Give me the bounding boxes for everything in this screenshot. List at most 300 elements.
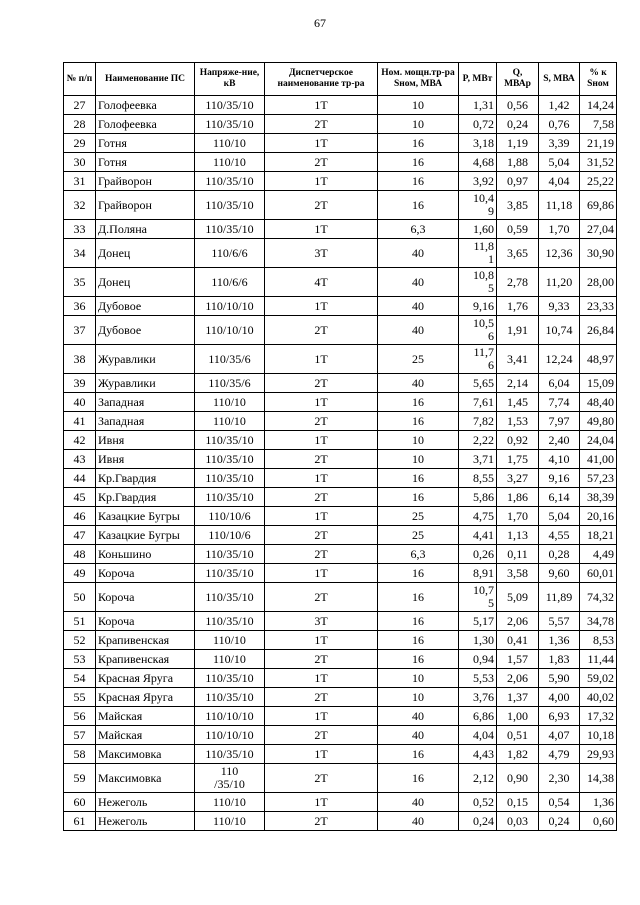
reactive-power-cell: 1,88: [497, 153, 539, 172]
apparent-power-cell: 12,36: [539, 239, 580, 268]
transformer-name-cell: 1Т: [265, 707, 378, 726]
transformer-name-cell: 2Т: [265, 726, 378, 745]
substation-name-cell: Майская: [96, 726, 195, 745]
active-power-cell: 10,5 6: [459, 316, 497, 345]
apparent-power-cell: 7,97: [539, 412, 580, 431]
rated-power-cell: 25: [378, 345, 459, 374]
rated-power-cell: 16: [378, 191, 459, 220]
row-number-cell: 43: [64, 450, 96, 469]
table-row: [64, 564, 617, 583]
header-cell: № п/п: [64, 63, 96, 96]
rated-power-cell: 10: [378, 115, 459, 134]
voltage-cell: 110/10: [195, 812, 265, 831]
reactive-power-cell: 3,58: [497, 564, 539, 583]
row-number-cell: 31: [64, 172, 96, 191]
substation-name-cell: Западная: [96, 393, 195, 412]
apparent-power-cell: 5,57: [539, 612, 580, 631]
apparent-power-cell: 1,70: [539, 220, 580, 239]
header-cell: Напряже-ние, кВ: [195, 63, 265, 96]
active-power-cell: 3,71: [459, 450, 497, 469]
voltage-cell: 110/10/10: [195, 297, 265, 316]
reactive-power-cell: 1,19: [497, 134, 539, 153]
substation-name-cell: Донец: [96, 268, 195, 297]
apparent-power-cell: 7,74: [539, 393, 580, 412]
voltage-cell: 110/6/6: [195, 239, 265, 268]
apparent-power-cell: 0,24: [539, 812, 580, 831]
transformer-name-cell: 2Т: [265, 583, 378, 612]
table-row: [64, 526, 617, 545]
row-number-cell: 52: [64, 631, 96, 650]
reactive-power-cell: 1,70: [497, 507, 539, 526]
voltage-cell: 110/35/10: [195, 564, 265, 583]
rated-power-cell: 16: [378, 469, 459, 488]
transformer-name-cell: 2Т: [265, 526, 378, 545]
active-power-cell: 2,22: [459, 431, 497, 450]
active-power-cell: 10,8 5: [459, 268, 497, 297]
table-header-row: [64, 63, 617, 96]
reactive-power-cell: 0,92: [497, 431, 539, 450]
reactive-power-cell: 1,57: [497, 650, 539, 669]
substation-load-table: [63, 62, 617, 831]
reactive-power-cell: 1,00: [497, 707, 539, 726]
table-row: [64, 191, 617, 220]
header-cell: Q, МВАр: [497, 63, 539, 96]
rated-power-cell: 10: [378, 96, 459, 115]
rated-power-cell: 16: [378, 172, 459, 191]
active-power-cell: 7,82: [459, 412, 497, 431]
rated-power-cell: 16: [378, 745, 459, 764]
substation-name-cell: Грайворон: [96, 172, 195, 191]
transformer-name-cell: 1Т: [265, 669, 378, 688]
substation-name-cell: Максимовка: [96, 745, 195, 764]
row-number-cell: 53: [64, 650, 96, 669]
apparent-power-cell: 4,79: [539, 745, 580, 764]
voltage-cell: 110/35/10: [195, 545, 265, 564]
active-power-cell: 0,24: [459, 812, 497, 831]
row-number-cell: 56: [64, 707, 96, 726]
table-row: [64, 650, 617, 669]
voltage-cell: 110/6/6: [195, 268, 265, 297]
reactive-power-cell: 0,15: [497, 793, 539, 812]
row-number-cell: 40: [64, 393, 96, 412]
load-percent-cell: 69,86: [580, 191, 617, 220]
header-cell: Диспетчерское наименование тр-ра: [265, 63, 378, 96]
apparent-power-cell: 6,04: [539, 374, 580, 393]
reactive-power-cell: 1,82: [497, 745, 539, 764]
load-percent-cell: 59,02: [580, 669, 617, 688]
apparent-power-cell: 1,83: [539, 650, 580, 669]
voltage-cell: 110/10: [195, 412, 265, 431]
voltage-cell: 110/35/10: [195, 450, 265, 469]
rated-power-cell: 10: [378, 669, 459, 688]
load-percent-cell: 74,32: [580, 583, 617, 612]
active-power-cell: 5,65: [459, 374, 497, 393]
rated-power-cell: 40: [378, 297, 459, 316]
reactive-power-cell: 2,06: [497, 669, 539, 688]
rated-power-cell: 16: [378, 650, 459, 669]
active-power-cell: 0,94: [459, 650, 497, 669]
load-percent-cell: 28,00: [580, 268, 617, 297]
transformer-name-cell: 2Т: [265, 688, 378, 707]
transformer-name-cell: 1Т: [265, 793, 378, 812]
transformer-name-cell: 2Т: [265, 374, 378, 393]
load-percent-cell: 25,22: [580, 172, 617, 191]
load-percent-cell: 4,49: [580, 545, 617, 564]
rated-power-cell: 40: [378, 707, 459, 726]
table-row: [64, 764, 617, 793]
load-percent-cell: 21,19: [580, 134, 617, 153]
load-percent-cell: 40,02: [580, 688, 617, 707]
transformer-name-cell: 2Т: [265, 488, 378, 507]
row-number-cell: 34: [64, 239, 96, 268]
load-percent-cell: 48,97: [580, 345, 617, 374]
transformer-name-cell: 2Т: [265, 191, 378, 220]
load-percent-cell: 38,39: [580, 488, 617, 507]
rated-power-cell: 16: [378, 583, 459, 612]
header-cell: % к Sном: [580, 63, 617, 96]
rated-power-cell: 10: [378, 450, 459, 469]
reactive-power-cell: 0,41: [497, 631, 539, 650]
rated-power-cell: 16: [378, 764, 459, 793]
table-row: [64, 450, 617, 469]
table-row: [64, 172, 617, 191]
table-row: [64, 612, 617, 631]
header-cell: S, МВА: [539, 63, 580, 96]
transformer-name-cell: 1Т: [265, 507, 378, 526]
transformer-name-cell: 1Т: [265, 631, 378, 650]
active-power-cell: 6,86: [459, 707, 497, 726]
rated-power-cell: 16: [378, 612, 459, 631]
apparent-power-cell: 1,36: [539, 631, 580, 650]
row-number-cell: 48: [64, 545, 96, 564]
substation-name-cell: Максимовка: [96, 764, 195, 793]
reactive-power-cell: 3,41: [497, 345, 539, 374]
apparent-power-cell: 5,04: [539, 153, 580, 172]
table-row: [64, 345, 617, 374]
active-power-cell: 9,16: [459, 297, 497, 316]
reactive-power-cell: 0,11: [497, 545, 539, 564]
voltage-cell: 110/35/10: [195, 115, 265, 134]
transformer-name-cell: 1Т: [265, 96, 378, 115]
apparent-power-cell: 0,28: [539, 545, 580, 564]
table-row: [64, 412, 617, 431]
apparent-power-cell: 4,04: [539, 172, 580, 191]
load-percent-cell: 34,78: [580, 612, 617, 631]
active-power-cell: 1,60: [459, 220, 497, 239]
apparent-power-cell: 9,60: [539, 564, 580, 583]
active-power-cell: 3,76: [459, 688, 497, 707]
load-percent-cell: 18,21: [580, 526, 617, 545]
active-power-cell: 4,43: [459, 745, 497, 764]
transformer-name-cell: 2Т: [265, 115, 378, 134]
apparent-power-cell: 4,07: [539, 726, 580, 745]
row-number-cell: 33: [64, 220, 96, 239]
transformer-name-cell: 1Т: [265, 172, 378, 191]
apparent-power-cell: 10,74: [539, 316, 580, 345]
active-power-cell: 4,41: [459, 526, 497, 545]
table-row: [64, 707, 617, 726]
transformer-name-cell: 1Т: [265, 345, 378, 374]
table-row: [64, 96, 617, 115]
header-cell: Наименование ПС: [96, 63, 195, 96]
rated-power-cell: 40: [378, 239, 459, 268]
transformer-name-cell: 1Т: [265, 469, 378, 488]
rated-power-cell: 40: [378, 726, 459, 745]
load-percent-cell: 48,40: [580, 393, 617, 412]
load-percent-cell: 1,36: [580, 793, 617, 812]
transformer-name-cell: 1Т: [265, 220, 378, 239]
active-power-cell: 11,7 6: [459, 345, 497, 374]
substation-name-cell: Грайворон: [96, 191, 195, 220]
substation-name-cell: Донец: [96, 239, 195, 268]
rated-power-cell: 6,3: [378, 545, 459, 564]
row-number-cell: 29: [64, 134, 96, 153]
apparent-power-cell: 4,10: [539, 450, 580, 469]
transformer-name-cell: 2Т: [265, 545, 378, 564]
apparent-power-cell: 6,14: [539, 488, 580, 507]
row-number-cell: 32: [64, 191, 96, 220]
reactive-power-cell: 2,78: [497, 268, 539, 297]
load-percent-cell: 14,38: [580, 764, 617, 793]
apparent-power-cell: 4,55: [539, 526, 580, 545]
substation-name-cell: Голофеевка: [96, 115, 195, 134]
rated-power-cell: 6,3: [378, 220, 459, 239]
row-number-cell: 60: [64, 793, 96, 812]
row-number-cell: 51: [64, 612, 96, 631]
table-row: [64, 545, 617, 564]
load-percent-cell: 26,84: [580, 316, 617, 345]
substation-name-cell: Кр.Гвардия: [96, 488, 195, 507]
transformer-name-cell: 1Т: [265, 134, 378, 153]
active-power-cell: 3,18: [459, 134, 497, 153]
voltage-cell: 110/10: [195, 631, 265, 650]
substation-name-cell: Казацкие Бугры: [96, 526, 195, 545]
row-number-cell: 37: [64, 316, 96, 345]
substation-name-cell: Готня: [96, 153, 195, 172]
apparent-power-cell: 6,93: [539, 707, 580, 726]
reactive-power-cell: 2,06: [497, 612, 539, 631]
voltage-cell: 110/35/10: [195, 669, 265, 688]
table-row: [64, 631, 617, 650]
table-row: [64, 669, 617, 688]
apparent-power-cell: 0,54: [539, 793, 580, 812]
substation-name-cell: Нежеголь: [96, 812, 195, 831]
row-number-cell: 35: [64, 268, 96, 297]
apparent-power-cell: 11,89: [539, 583, 580, 612]
substation-name-cell: Ивня: [96, 431, 195, 450]
row-number-cell: 57: [64, 726, 96, 745]
table-row: [64, 239, 617, 268]
voltage-cell: 110/35/10: [195, 745, 265, 764]
table-row: [64, 431, 617, 450]
row-number-cell: 59: [64, 764, 96, 793]
active-power-cell: 8,91: [459, 564, 497, 583]
active-power-cell: 1,30: [459, 631, 497, 650]
apparent-power-cell: 2,40: [539, 431, 580, 450]
transformer-name-cell: 2Т: [265, 153, 378, 172]
substation-name-cell: Готня: [96, 134, 195, 153]
load-percent-cell: 27,04: [580, 220, 617, 239]
table-row: [64, 507, 617, 526]
substation-name-cell: Д.Поляна: [96, 220, 195, 239]
load-percent-cell: 20,16: [580, 507, 617, 526]
rated-power-cell: 40: [378, 793, 459, 812]
rated-power-cell: 16: [378, 564, 459, 583]
table-row: [64, 745, 617, 764]
transformer-name-cell: 1Т: [265, 431, 378, 450]
voltage-cell: 110/35/10: [195, 612, 265, 631]
voltage-cell: 110/35/10: [195, 220, 265, 239]
active-power-cell: 4,68: [459, 153, 497, 172]
reactive-power-cell: 1,86: [497, 488, 539, 507]
apparent-power-cell: 5,04: [539, 507, 580, 526]
table-row: [64, 726, 617, 745]
reactive-power-cell: 0,03: [497, 812, 539, 831]
active-power-cell: 11,8 1: [459, 239, 497, 268]
voltage-cell: 110/10: [195, 134, 265, 153]
voltage-cell: 110 /35/10: [195, 764, 265, 793]
substation-name-cell: Красная Яруга: [96, 688, 195, 707]
apparent-power-cell: 11,18: [539, 191, 580, 220]
table-row: [64, 268, 617, 297]
voltage-cell: 110/10: [195, 153, 265, 172]
apparent-power-cell: 5,90: [539, 669, 580, 688]
transformer-name-cell: 1Т: [265, 297, 378, 316]
reactive-power-cell: 1,45: [497, 393, 539, 412]
table-row: [64, 812, 617, 831]
voltage-cell: 110/10/10: [195, 316, 265, 345]
load-percent-cell: 15,09: [580, 374, 617, 393]
table-row: [64, 793, 617, 812]
apparent-power-cell: 11,20: [539, 268, 580, 297]
row-number-cell: 50: [64, 583, 96, 612]
row-number-cell: 54: [64, 669, 96, 688]
voltage-cell: 110/10: [195, 650, 265, 669]
rated-power-cell: 16: [378, 393, 459, 412]
rated-power-cell: 40: [378, 268, 459, 297]
load-percent-cell: 11,44: [580, 650, 617, 669]
substation-name-cell: Красная Яруга: [96, 669, 195, 688]
apparent-power-cell: 12,24: [539, 345, 580, 374]
substation-name-cell: Журавлики: [96, 345, 195, 374]
load-percent-cell: 31,52: [580, 153, 617, 172]
reactive-power-cell: 0,56: [497, 96, 539, 115]
voltage-cell: 110/35/10: [195, 431, 265, 450]
table-row: [64, 297, 617, 316]
reactive-power-cell: 3,85: [497, 191, 539, 220]
reactive-power-cell: 1,13: [497, 526, 539, 545]
active-power-cell: 0,72: [459, 115, 497, 134]
reactive-power-cell: 5,09: [497, 583, 539, 612]
voltage-cell: 110/10/10: [195, 707, 265, 726]
transformer-name-cell: 4Т: [265, 268, 378, 297]
load-percent-cell: 60,01: [580, 564, 617, 583]
reactive-power-cell: 1,37: [497, 688, 539, 707]
voltage-cell: 110/35/6: [195, 374, 265, 393]
active-power-cell: 10,7 5: [459, 583, 497, 612]
active-power-cell: 5,17: [459, 612, 497, 631]
row-number-cell: 27: [64, 96, 96, 115]
active-power-cell: 3,92: [459, 172, 497, 191]
voltage-cell: 110/10: [195, 793, 265, 812]
transformer-name-cell: 3Т: [265, 239, 378, 268]
page-number: 67: [314, 16, 326, 30]
apparent-power-cell: 9,33: [539, 297, 580, 316]
table-row: [64, 134, 617, 153]
active-power-cell: 1,31: [459, 96, 497, 115]
transformer-name-cell: 2Т: [265, 650, 378, 669]
voltage-cell: 110/35/10: [195, 469, 265, 488]
rated-power-cell: 16: [378, 412, 459, 431]
load-percent-cell: 0,60: [580, 812, 617, 831]
row-number-cell: 46: [64, 507, 96, 526]
row-number-cell: 39: [64, 374, 96, 393]
table-body: [64, 96, 617, 831]
active-power-cell: 5,53: [459, 669, 497, 688]
substation-name-cell: Коньшино: [96, 545, 195, 564]
substation-name-cell: Нежеголь: [96, 793, 195, 812]
load-percent-cell: 10,18: [580, 726, 617, 745]
reactive-power-cell: 0,97: [497, 172, 539, 191]
reactive-power-cell: 1,53: [497, 412, 539, 431]
header-cell: Ном. мощн.тр-ра Sном, МВА: [378, 63, 459, 96]
reactive-power-cell: 0,51: [497, 726, 539, 745]
transformer-name-cell: 3Т: [265, 612, 378, 631]
active-power-cell: 7,61: [459, 393, 497, 412]
voltage-cell: 110/10/6: [195, 526, 265, 545]
substation-name-cell: Дубовое: [96, 297, 195, 316]
voltage-cell: 110/35/10: [195, 583, 265, 612]
row-number-cell: 36: [64, 297, 96, 316]
table-row: [64, 374, 617, 393]
row-number-cell: 28: [64, 115, 96, 134]
apparent-power-cell: 3,39: [539, 134, 580, 153]
voltage-cell: 110/35/6: [195, 345, 265, 374]
table-row: [64, 488, 617, 507]
substation-name-cell: Журавлики: [96, 374, 195, 393]
load-percent-cell: 17,32: [580, 707, 617, 726]
active-power-cell: 10,4 9: [459, 191, 497, 220]
rated-power-cell: 16: [378, 153, 459, 172]
substation-name-cell: Короча: [96, 564, 195, 583]
voltage-cell: 110/10: [195, 393, 265, 412]
voltage-cell: 110/35/10: [195, 191, 265, 220]
apparent-power-cell: 0,76: [539, 115, 580, 134]
rated-power-cell: 16: [378, 631, 459, 650]
apparent-power-cell: 9,16: [539, 469, 580, 488]
row-number-cell: 58: [64, 745, 96, 764]
transformer-name-cell: 2Т: [265, 812, 378, 831]
substation-name-cell: Майская: [96, 707, 195, 726]
substation-name-cell: Ивня: [96, 450, 195, 469]
substation-name-cell: Дубовое: [96, 316, 195, 345]
load-percent-cell: 8,53: [580, 631, 617, 650]
voltage-cell: 110/35/10: [195, 96, 265, 115]
reactive-power-cell: 1,91: [497, 316, 539, 345]
rated-power-cell: 16: [378, 134, 459, 153]
transformer-name-cell: 2Т: [265, 764, 378, 793]
substation-name-cell: Крапивенская: [96, 631, 195, 650]
rated-power-cell: 40: [378, 374, 459, 393]
table-row: [64, 393, 617, 412]
row-number-cell: 55: [64, 688, 96, 707]
voltage-cell: 110/10/6: [195, 507, 265, 526]
substation-name-cell: Крапивенская: [96, 650, 195, 669]
row-number-cell: 45: [64, 488, 96, 507]
apparent-power-cell: 1,42: [539, 96, 580, 115]
rated-power-cell: 16: [378, 488, 459, 507]
reactive-power-cell: 1,75: [497, 450, 539, 469]
